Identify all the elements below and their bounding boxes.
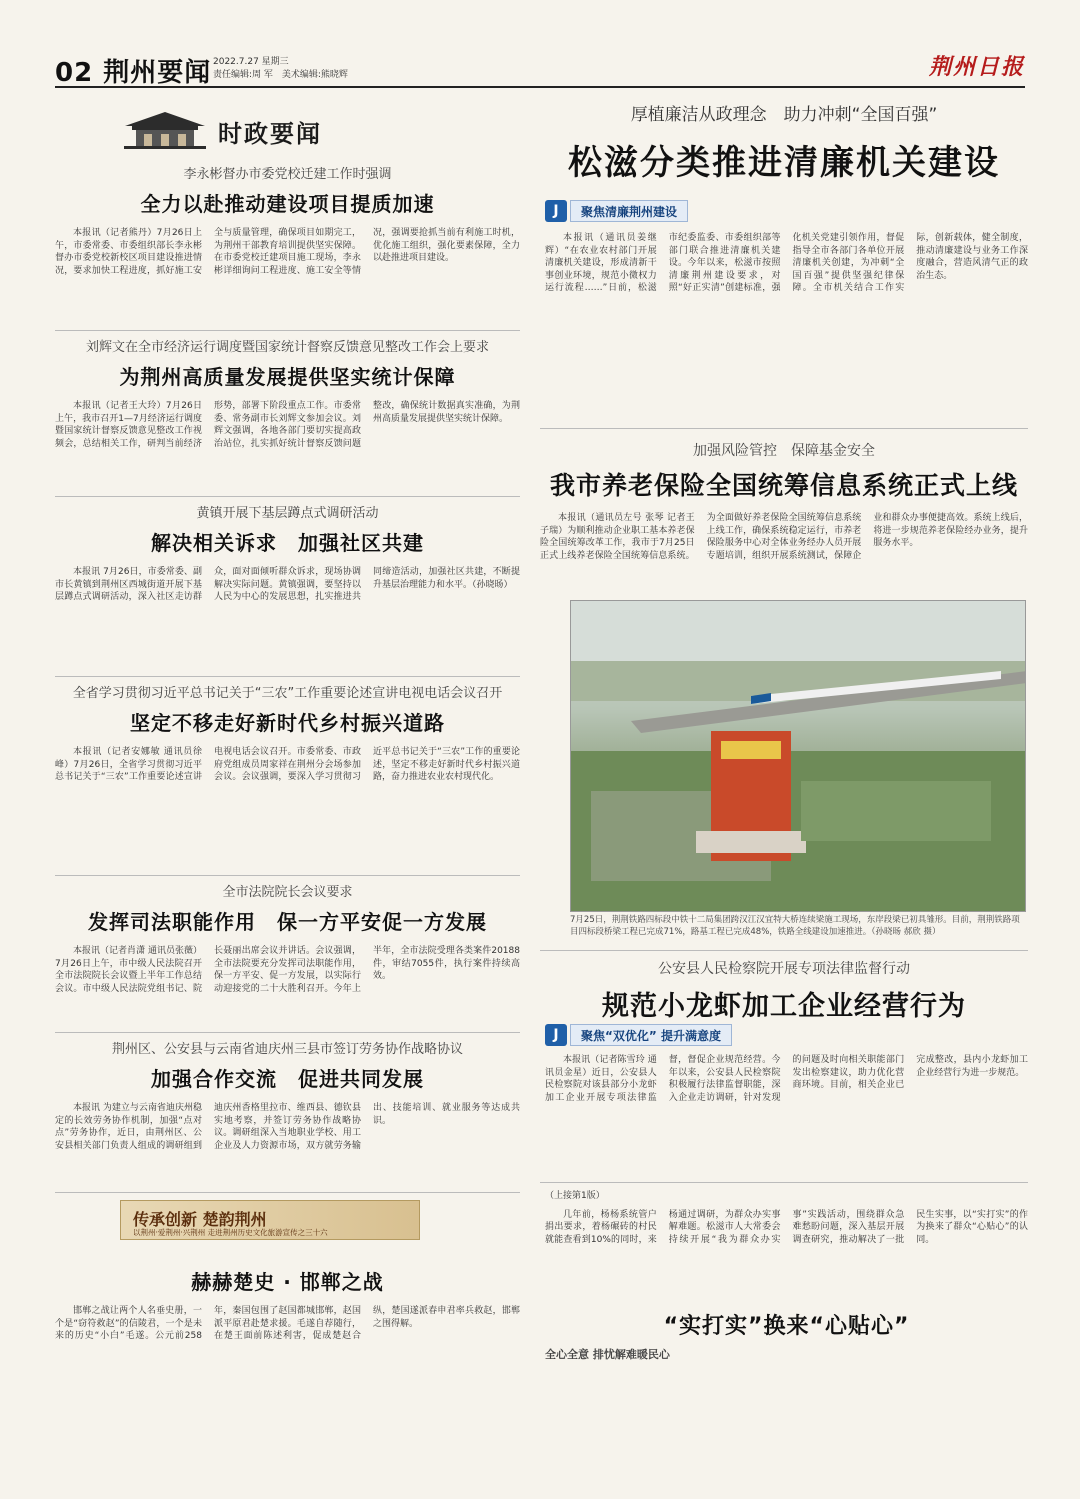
divider [55,875,520,876]
divider [55,676,520,677]
editors-line: 责任编辑:周 军 美术编辑:熊晓辉 [213,70,348,80]
topic-tag-label: 聚焦“双优化” 提升满意度 [570,1024,732,1046]
article-kicker: 黄镇开展下基层蹲点式调研活动 [196,506,379,521]
topic-tag [545,200,688,222]
divider [540,1182,1028,1183]
article-pension [540,440,1028,602]
railway-bridge-illustration [571,601,1026,912]
article-body: 本报讯 为建立与云南省迪庆州稳定的长效劳务协作机制，加强“点对点”劳务协作，近日，由荆州区、公安县相关部门负责人组成的调研组到迪庆州香格里拉市、维西县、德钦县实地考察，并签订劳务协作战略协议。调研组深入当地职业学校、用工企业及人力资源市场，双方就劳务输出、技能培训、就业服务等达成共识。 [55,1103,520,1151]
topic-tag-logo-icon: J [545,1024,567,1046]
article-headline: 解决相关诉求 加强社区共建 [151,531,424,555]
article-crayfish [540,958,1028,1023]
article-body: 本报讯（记者王大玲）7月26日上午，我市召开1—7月经济运行调度暨国家统计督察反馈意见整改工作视频会，总结相关工作，研判当前经济形势，部署下阶段重点工作。市委常委、常务副市长刘辉文参加会议。刘辉文强调，各地各部门要切实提高政治站位，扎实抓好统计督察反馈问题整改，确保统计数据真实准确，为荆州高质量发展提供坚实统计保障。 [55,401,520,449]
article-body: 本报讯（记者安娜敏 通讯员徐峰）7月26日，全省学习贯彻习近平总书记关于“三农”工作重要论述宣讲电视电话会议召开。市委常委、市政府党组成员周家祥在荆州分会场参加会议。会议强调，要深入学习贯彻习近平总书记关于“三农”工作的重要论述，坚定不移走好新时代乡村振兴道路，奋力推进农业农村现代化。 [55,747,520,782]
article-headline: “实打实”换来“心贴心” [663,1313,910,1339]
article-statistics [55,336,520,500]
article-clean-govt [540,100,1028,184]
divider [540,950,1028,951]
article-body-upper: 几年前，杨杨系统管户捐出要求，着杨碾砖的村民就能查看到10%的同时，来杨通过调研，为群众办实事解难题。松滋市人大常委会持续开展“我为群众办实事”实践活动，围绕群众急难愁盼问题，深入基层开展调查研究，推动解决了一批民生实事，以“实打实”的作为换来了群众“心贴心”的认同。 [545,1209,1028,1245]
divider [55,330,520,331]
article-headline: 赫赫楚史 · 邯郸之战 [191,1270,384,1294]
railway-bridge-photo [570,600,1026,912]
article-kicker: 荆州区、公安县与云南省迪庆州三县市签订劳务协作战略协议 [111,1042,463,1057]
article-headline: 坚定不移走好新时代乡村振兴道路 [130,711,445,735]
divider [55,496,520,497]
article-kicker: 公安县人民检察院开展专项法律监督行动 [658,961,910,977]
culture-banner [120,1200,420,1240]
article-headline: 为荆州高质量发展提供坚实统计保障 [119,365,456,389]
article-kicker: 全市法院院长会议要求 [222,885,353,900]
article-body: 本报讯（通讯员左号 张琴 记者王子瑞）为顺利推动企业职工基本养老保险全国统筹改革工作，我市于7月25日正式上线养老保险全国统筹信息系统。为全面做好养老保险全国统筹信息系统上线工作，确保系统稳定运行，市养老保险服务中心对全体业务经办人员开展专题培训，组织开展系统测试，保障企业和群众办事便捷高效。系统上线后，将进一步规范养老保险经办业务，提升服务水平。 [540,513,1028,561]
culture-subtitle: 以荆州·爱荆州·兴荆州 走进荆州历史文化旅游宣传之三十六 [133,1228,328,1237]
photo-caption: 7月25日，荆荆铁路四标段中铁十二局集团跨汉江汉宜特大桥连续梁施工现场，东岸段梁已初具雏形。目前，荆荆铁路项目四标段桥梁工程已完成71%，路基工程已完成48%，铁路全线建设加速推进。（孙晓旸 郝欣 摄） [570,915,1020,937]
article-party-school [55,163,520,323]
divider [55,1032,520,1033]
article-body: 本报讯（记者肖潇 通讯员张薇）7月26日上午，市中级人民法院召开全市法院院长会议暨上半年工作总结会议。市中级人民法院党组书记、院长聂丽出席会议并讲话。会议强调，全市法院要充分发挥司法职能作用，保一方平安、促一方发展，以实际行动迎接党的二十大胜利召开。今年上半年，全市法院受理各类案件20188件，审结7055件，执行案件持续高效。 [55,946,520,994]
article-body: 本报讯（记者陈雪玲 通讯员金星）近日，公安县人民检察院对该县部分小龙虾加工企业开展专项法律监督，督促企业规范经营。今年以来，公安县人民检察院积极履行法律监督职能，深入企业走访调研，针对发现的问题及时向相关职能部门发出检察建议，助力优化营商环境。目前，相关企业已完成整改，县内小龙虾加工企业经营行为进一步规范。 [545,1055,1028,1103]
article-community [55,502,520,674]
article-labor [55,1038,520,1212]
article-kicker: 全省学习贯彻习近平总书记关于“三农”工作重要论述宣讲电视电话会议召开 [72,686,503,701]
pavilion-icon [120,108,210,150]
article-body: 本报讯（记者熊丹）7月26日上午，市委常委、市委组织部长李永彬督办市委党校新校区项目建设推进情况，要求加快工程进度，抓好施工安全与质量管理，确保项目如期完工，为荆州干部教育培训提供坚实保障。在市委党校迁建项目施工现场，李永彬详细询问工程进度、施工安全等情况，强调要抢抓当前有利施工时机，优化施工组织，强化要素保障，全力以赴推进项目建设。 [55,228,520,276]
topic-tag-label: 聚焦清廉荆州建设 [570,200,688,222]
article-court [55,881,520,1055]
article-kicker: 李永彬督办市委党校迁建工作时强调 [183,167,392,182]
masthead [55,52,1025,88]
article-rural [55,682,520,896]
article-subhead: 全心全意 排忧解难暖民心 [545,1347,670,1361]
continued-dateline: （上接第1版） [545,1191,605,1201]
topic-tag-logo-icon: J [545,200,567,222]
page-number: 02 荆州要闻 [55,58,212,88]
issue-date: 2022.7.27 星期三 [213,57,289,67]
article-culture [55,1266,520,1485]
article-body: 本报讯 7月26日，市委常委、副市长黄镇到荆州区西城街道开展下基层蹲点式调研活动，深入社区走访群众，面对面倾听群众诉求，现场协调解决实际问题。黄镇强调，要坚持以人民为中心的发展思想，扎实推进共同缔造活动，加强社区共建，不断提升基层治理能力和水平。（孙晓旸） [55,567,520,602]
divider [540,428,1028,429]
article-headline: 我市养老保险全国统筹信息系统正式上线 [549,471,1018,500]
article-headline: 全力以赴推动建设项目提质加速 [140,192,435,216]
culture-title: 传承创新 楚韵荆州 [133,1210,267,1229]
article-kicker: 刘辉文在全市经济运行调度暨国家统计督察反馈意见整改工作会上要求 [85,340,489,355]
section-banner [120,108,400,154]
article-body: 本报讯（通讯员姜继辉）“在农业农村部门开展清廉机关建设，形成清新干事创业环境，规范小微权力运行流程……”日前，松滋市纪委监委、市委组织部等部门联合推进清廉机关建设。今年以来，松滋市按照清廉荆州建设要求，对照“好正实清”创建标准，强化机关党建引领作用，督促指导全市各部门各单位开展清廉机关创建，为冲刺“全国百强”提供坚强纪律保障。全市机关结合工作实际，创新载体，健全制度，推动清廉建设与业务工作深度融合，营造风清气正的政治生态。 [545,233,1028,293]
divider [55,1192,520,1193]
article-kicker: 厚植廉洁从政理念 助力冲刺“全国百强” [630,105,938,125]
masthead-meta [213,56,348,82]
article-headline: 规范小龙虾加工企业经营行为 [602,991,966,1022]
article-continued [545,1190,1028,1362]
article-headline: 发挥司法职能作用 保一方平安促一方发展 [88,910,487,934]
section-title: 时政要闻 [218,120,322,148]
article-body: 邯郸之战让两个人名垂史册，一个是“窃符救赵”的信陵君，一个是未来的历史“小白”毛遂。公元前258年，秦国包围了赵国都城邯郸，赵国派平原君赴楚求援。毛遂自荐随行，在楚王面前陈述利害，促成楚赵合纵，楚国遂派春申君率兵救赵，邯郸之围得解。 [55,1306,520,1341]
topic-tag [545,1024,732,1046]
article-headline: 加强合作交流 促进共同发展 [151,1067,424,1091]
newspaper-logo: 荆州日报 [928,54,1025,80]
article-kicker: 加强风险管控 保障基金安全 [693,443,875,459]
article-headline: 松滋分类推进清廉机关建设 [568,143,1000,183]
